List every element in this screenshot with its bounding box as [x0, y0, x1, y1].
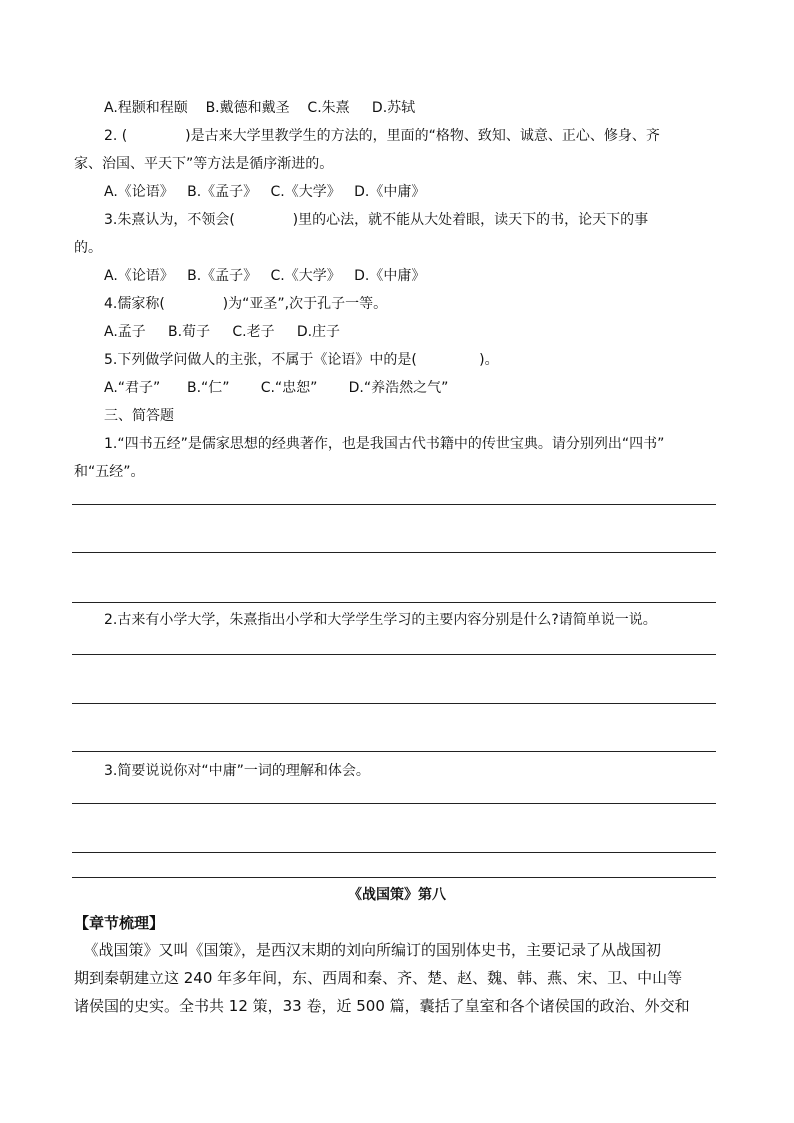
answer-line[interactable]	[72, 877, 716, 878]
sa2-line1: 2.古来有小学大学，朱熹指出小学和大学学生学习的主要内容分别是什么?请简单说一说。	[104, 612, 657, 628]
answer-line[interactable]	[72, 803, 716, 804]
chapter-paragraph-line3: 诸侯国的史实。全书共 12 策，33 卷，近 500 篇，囊括了皇室和各个诸侯国的政治、外交和	[74, 997, 690, 1015]
answer-line[interactable]	[72, 504, 716, 505]
q3-options: A.《论语》 B.《孟子》 C.《大学》 D.《中庸》	[104, 268, 426, 284]
short-answer-heading: 三、简答题	[104, 408, 174, 424]
sa3-line1: 3.简要说说你对“中庸”一词的理解和体会。	[104, 763, 370, 779]
q3-line1: 3.朱熹认为，不领会( )里的心法，就不能从大处着眼，读天下的书，论天下的事	[104, 212, 649, 228]
q4-line1: 4.儒家称( )为“亚圣”,次于孔子一等。	[104, 296, 388, 312]
q5-options: A.“君子” B.“仁” C.“忠恕” D.“养浩然之气”	[104, 380, 449, 396]
chapter-paragraph-line2: 期到秦朝建立这 240 年多年间，东、西周和秦、齐、楚、赵、魏、韩、燕、宋、卫、中山等	[74, 969, 683, 987]
sa1-line2: 和“五经”。	[74, 464, 145, 480]
q2-options: A.《论语》 B.《孟子》 C.《大学》 D.《中庸》	[104, 184, 426, 200]
q3-line2: 的。	[74, 240, 102, 256]
sa1-line1: 1.“四书五经”是儒家思想的经典著作，也是我国古代书籍中的传世宝典。请分别列出“四书”	[104, 436, 665, 452]
answer-line[interactable]	[72, 751, 716, 752]
answer-line[interactable]	[72, 703, 716, 704]
answer-line[interactable]	[72, 552, 716, 553]
q2-line1: 2. ( )是古来大学里教学生的方法的，里面的“格物、致知、诚意、正心、修身、齐	[104, 128, 660, 144]
chapter-title: 《战国策》第八	[348, 887, 446, 903]
q4-options: A.孟子 B.荀子 C.老子 D.庄子	[104, 324, 341, 340]
q1-options: A.程颢和程颐 B.戴德和戴圣 C.朱熹 D.苏轼	[104, 100, 416, 116]
answer-line[interactable]	[72, 654, 716, 655]
answer-line[interactable]	[72, 852, 716, 853]
chapter-paragraph-line1: 《战国策》又叫《国策》，是西汉末期的刘向所编订的国别体史书，主要记录了从战国初	[74, 941, 662, 959]
answer-line[interactable]	[72, 602, 716, 603]
section-label: 【章节梳理】	[74, 914, 165, 932]
q5-line1: 5.下列做学问做人的主张，不属于《论语》中的是( )。	[104, 352, 499, 368]
q2-line2: 家、治国、平天下”等方法是循序渐进的。	[74, 156, 334, 172]
